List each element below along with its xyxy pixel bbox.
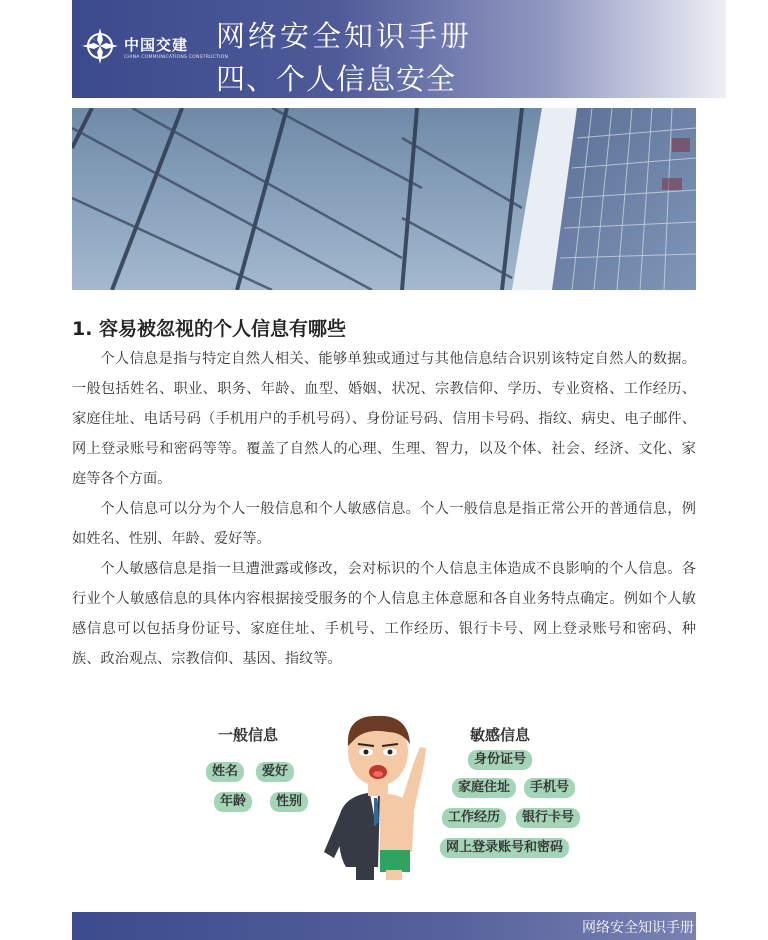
manual-title: 网络安全知识手册 (216, 19, 473, 53)
header-banner (72, 0, 726, 98)
ccc-logo-icon (80, 26, 120, 66)
footer-text: 网络安全知识手册 (582, 920, 694, 936)
glass-building-image (72, 108, 696, 290)
company-logo (80, 26, 229, 70)
sensitive-info-title: 敏感信息 (470, 726, 531, 744)
logo-text-cn: 中国交建 (124, 36, 189, 54)
building-photo (72, 108, 696, 290)
section-body (72, 344, 696, 674)
tag-work-history: 工作经历 (442, 808, 506, 828)
logo-text-en: CHINA COMMUNICATIONS CONSTRUCTION (124, 55, 229, 60)
man-figure-icon (316, 702, 446, 882)
info-illustration (190, 690, 590, 890)
general-info-title: 一般信息 (218, 726, 279, 744)
tag-age: 年龄 (214, 792, 252, 812)
paragraph-definition: 个人信息是指与特定自然人相关、能够单独或通过与其他信息结合识别该特定自然人的数据。一般包括姓名、职业、职务、年龄、血型、婚姻、状况、宗教信仰、学历、专业资格、工作经历、家庭住址、电话号码（手机用户的手机号码）、身份证号码、信用卡号码、指纹、病史、电子邮件、网上登录账号和密码等等。覆盖了自然人的心理、生理、智力，以及个体、社会、经济、文化、家庭等各个方面。 (72, 351, 696, 487)
chapter-title: 四、个人信息安全 (216, 62, 457, 96)
tag-login-account: 网上登录账号和密码 (440, 838, 569, 858)
paragraph-sensitive: 个人敏感信息是指一旦遭泄露或修改，会对标识的个人信息主体造成不良影响的个人信息。各行业个人敏感信息的具体内容根据接受服务的个人信息主体意愿和各自业务特点确定。例如个人敏感信息可以包括身份证号、家庭住址、手机号、工作经历、银行卡号、网上登录账号和密码、种族、政治观点、宗教信仰、基因、指纹等。 (72, 561, 696, 667)
paragraph-classification: 个人信息可以分为个人一般信息和个人敏感信息。个人一般信息是指正常公开的普通信息，例如姓名、性别、年龄、爱好等。 (72, 501, 696, 547)
tag-gender: 性别 (270, 792, 308, 812)
footer-bar (72, 912, 696, 940)
section-heading: 1. 容易被忽视的个人信息有哪些 (72, 318, 347, 340)
tag-hobby: 爱好 (256, 762, 294, 782)
tag-home-address: 家庭住址 (452, 778, 516, 798)
tag-id-number: 身份证号 (468, 750, 532, 770)
tag-bank-card: 银行卡号 (516, 808, 580, 828)
tag-name: 姓名 (206, 762, 244, 782)
tag-phone: 手机号 (524, 778, 575, 798)
